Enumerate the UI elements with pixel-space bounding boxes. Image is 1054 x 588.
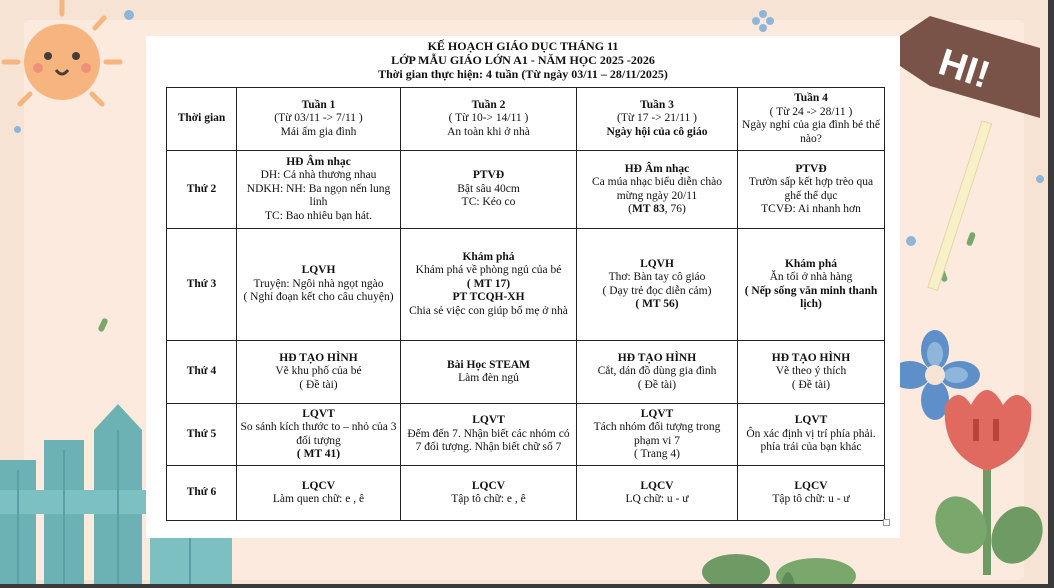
sun-icon — [0, 0, 132, 132]
day-label: Thứ 6 — [167, 466, 237, 521]
title-line-3: Thời gian thực hiện: 4 tuần (Từ ngày 03/11 – 28/11/2025) — [378, 67, 668, 81]
hi-sign-icon — [890, 8, 1050, 298]
cell-thu3-week4: Khám phá Ăn tối ở nhà hàng ( Nếp sống văn minh thanh lịch) — [738, 229, 885, 341]
red-tulip-icon — [935, 375, 1045, 575]
header-week-2: Tuần 2 ( Từ 10-> 14/11 ) An toàn khi ở nhà — [401, 88, 577, 151]
cell-thu3-week3: LQVH Thơ: Bàn tay cô giáo ( Dạy trẻ đọc diễn cảm) ( MT 56) — [577, 229, 738, 341]
blue-dot-icon — [14, 126, 21, 133]
table-row-thu-2 — [167, 151, 885, 229]
cell-thu6-week3: LQCV LQ chữ: u - ư — [577, 466, 738, 521]
svg-text:HI!: HI! — [933, 41, 995, 97]
cell-thu4-week3: HĐ TẠO HÌNH Cắt, dán đồ dùng gia đình ( Đề tài) — [577, 341, 738, 404]
blue-flower-small-icon — [750, 8, 776, 34]
cell-thu6-week1: LQCV Làm quen chữ: e , ê — [237, 466, 401, 521]
cell-thu5-week2: LQVT Đếm đến 7. Nhận biết các nhóm có 7 đối tượng. Nhận biết chữ số 7 — [401, 404, 577, 466]
cell-thu3-week1: LQVH Truyện: Ngôi nhà ngọt ngào ( Nghỉ đoạn kết cho câu chuyện) — [237, 229, 401, 341]
blue-dot-icon — [124, 10, 134, 20]
cell-thu2-week3: HĐ Âm nhạc Ca múa nhạc biểu diễn chào mừng ngày 20/11 (MT 83, 76) — [577, 151, 738, 229]
window-edge-right — [1048, 0, 1054, 588]
cell-thu3-week2: Khám phá Khám phá về phòng ngủ của bé ( MT 17) PT TCQH-XH Chia sẻ việc con giúp bố mẹ ở nhà — [401, 229, 577, 341]
header-week-1: Tuần 1 (Từ 03/11 -> 7/11 ) Mái ấm gia đình — [237, 88, 401, 151]
education-plan-table — [166, 87, 885, 521]
page-title — [146, 39, 900, 81]
document-page — [146, 36, 900, 538]
title-line-2: LỚP MẪU GIÁO LỚN A1 - NĂM HỌC 2025 -2026 — [391, 53, 655, 67]
table-row-thu-4 — [167, 341, 885, 404]
cell-thu6-week4: LQCV Tập tô chữ: u - ư — [738, 466, 885, 521]
table-row-thu-5 — [167, 404, 885, 466]
cell-thu4-week4: HĐ TẠO HÌNH Vẽ theo ý thích ( Đề tài) — [738, 341, 885, 404]
day-label: Thứ 2 — [167, 151, 237, 229]
day-label: Thứ 4 — [167, 341, 237, 404]
day-label: Thứ 3 — [167, 229, 237, 341]
resize-handle[interactable] — [883, 519, 890, 526]
table-header-row — [167, 88, 885, 151]
table-row-thu-6 — [167, 466, 885, 521]
cell-thu5-week3: LQVT Tách nhóm đối tượng trong phạm vi 7 ( Trang 4) — [577, 404, 738, 466]
window-edge-bottom — [0, 584, 1054, 588]
day-label: Thứ 5 — [167, 404, 237, 466]
cell-thu6-week2: LQCV Tập tô chữ: e , ê — [401, 466, 577, 521]
header-time-cell: Thời gian — [167, 88, 237, 151]
cell-thu2-week1: HĐ Âm nhạc DH: Cả nhà thương nhau NDKH: NH: Ba ngọn nến lung linh TC: Bao nhiêu bạn hát. — [237, 151, 401, 229]
cell-thu5-week4: LQVT Ôn xác định vị trí phía phải. phía trái của bạn khác — [738, 404, 885, 466]
cell-thu4-week1: HĐ TẠO HÌNH Vẽ khu phố của bé ( Đề tài) — [237, 341, 401, 404]
table-row-thu-3 — [167, 229, 885, 341]
cell-thu2-week4: PTVĐ Trườn sấp kết hợp trèo qua ghế thể dục TCVĐ: Ai nhanh hơn — [738, 151, 885, 229]
cell-thu5-week1: LQVT So sánh kích thước to – nhỏ của 3 đối tượng ( MT 41) — [237, 404, 401, 466]
title-line-1: KẾ HOẠCH GIÁO DỤC THÁNG 11 — [427, 39, 619, 53]
cell-thu2-week2: PTVĐ Bật sâu 40cm TC: Kéo co — [401, 151, 577, 229]
plant-leaves-icon — [700, 536, 880, 588]
cell-thu4-week2: Bài Học STEAM Làm đèn ngủ — [401, 341, 577, 404]
header-week-3: Tuần 3 (Từ 17 -> 21/11 ) Ngày hội của cô giáo — [577, 88, 738, 151]
header-week-4: Tuần 4 ( Từ 24 -> 28/11 ) Ngày nghỉ của gia đình bé thế nào? — [738, 88, 885, 151]
